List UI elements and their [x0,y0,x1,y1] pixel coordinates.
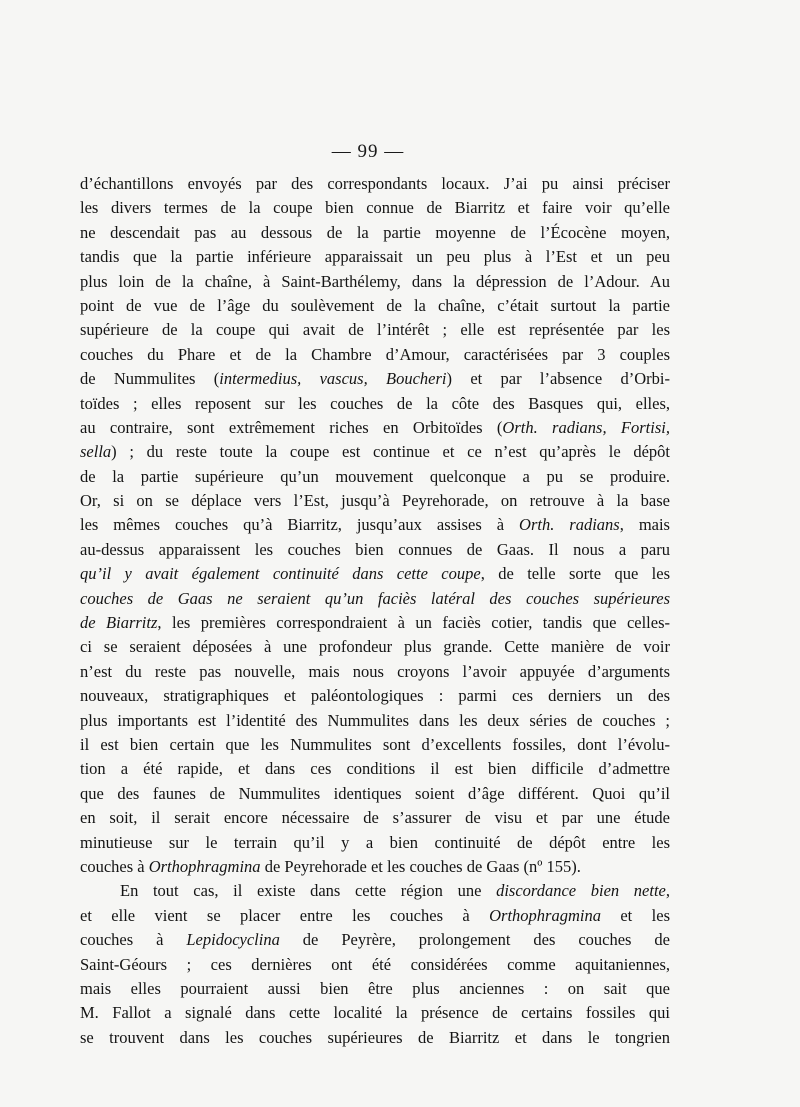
text-run: Or, si on se déplace vers l’Est, jusqu’à Peyrehorade, on retrouve à la base [80,491,670,511]
italic-run: intermedius, vascus, Boucheri [219,369,447,389]
body-text [80,172,670,1050]
italic-run: Orth. radians [519,515,620,535]
text-line [80,367,670,391]
text-line [80,270,670,294]
text-line [80,831,670,855]
text-line [80,538,670,562]
text-run: mais elles pourraient aussi bien être plus anciennes : on sait que [80,978,670,998]
text-run: plus importants est l’identité des Nummulites dans les deux séries de couches ; [80,710,670,730]
text-run: d’échantillons envoyés par des correspondants locaux. J’ai pu ainsi préciser [80,174,670,193]
text-line [80,733,670,757]
text-run: , les premières correspondraient à un faciès cotier, tandis que celles- [157,613,671,633]
text-line [80,855,670,879]
italic-run: Orthophragmina [148,856,261,876]
text-run: tandis que la partie inférieure apparaissait un peu plus à l’Est et un peu [80,247,670,267]
text-line [80,806,670,830]
italic-run: qu’il y avait également continuité dans cette coupe [80,564,481,584]
text-line [80,709,670,733]
text-line [80,513,670,537]
text-line [80,1026,670,1050]
text-line [80,879,670,903]
text-run: point de vue de l’âge du soulèvement de la chaîne, c’était surtout la partie [80,295,670,315]
text-line [80,587,670,611]
text-line [80,635,670,659]
text-line [80,782,670,806]
text-run: de la partie supérieure qu’un mouvement quelconque a pu se produire. [80,466,670,486]
text-line [80,221,670,245]
text-run: ne descendait pas au dessous de la partie moyenne de l’Écocène moyen, [80,222,670,242]
text-line [80,684,670,708]
text-line [80,904,670,928]
italic-run: Orthophragmina [489,905,601,925]
text-run: En tout cas, il existe dans cette région une [120,881,497,901]
text-run: de Peyrehorade et les couches de Gaas (nº 155). [260,856,581,876]
text-line [80,318,670,342]
text-run: se trouvent dans les couches supérieures de Biarritz et dans le tongrien [80,1027,670,1047]
text-run: n’est du reste pas nouvelle, mais nous croyons l’avoir appuyée d’arguments [80,661,670,681]
text-run: que des faunes de Nummulites identiques soient d’âge différent. Quoi qu’il [80,783,670,803]
text-run: , mais [619,515,670,535]
text-line [80,489,670,513]
text-run: il est bien certain que les Nummulites sont d’excellents fossiles, dont l’évolu- [80,734,670,754]
italic-run: sella [80,442,112,462]
italic-run: discordance bien nette [496,881,666,901]
text-line [80,611,670,635]
italic-run: Orth. radians, Fortisi, [502,417,670,437]
text-run: minutieuse sur le terrain qu’il y a bien continuité de dépôt entre les [80,832,670,852]
text-run: supérieure de la coupe qui avait de l’intérêt ; elle est représentée par les [80,320,670,340]
text-line [80,392,670,416]
text-run: couches à [80,856,149,876]
text-run: au-dessus apparaissent les couches bien connues de Gaas. Il nous a paru [80,539,670,559]
italic-run: de Biarritz [80,613,158,633]
text-run: de Peyrère, prolongement des couches de [279,930,670,950]
text-run: nouveaux, stratigraphiques et paléontologiques : parmi ces derniers un des [80,686,670,706]
text-line [80,977,670,1001]
text-run: en soit, il serait encore nécessaire de s’assurer de visu et par une étude [80,808,670,828]
text-line [80,245,670,269]
text-run: couches du Phare et de la Chambre d’Amour, caractérisées par 3 couples [80,344,670,364]
italic-run: couches de Gaas ne seraient qu’un faciès latéral des couches supérieures [80,588,670,608]
text-run: les mêmes couches qu’à Biarritz, jusqu’aux assises à [80,515,520,535]
text-line [80,172,670,196]
text-run: toïdes ; elles reposent sur les couches de la côte des Basques qui, elles, [80,393,670,413]
text-run: de Nummulites ( [80,369,220,389]
text-run: couches à [80,930,187,950]
italic-run: Lepidocyclina [186,930,280,950]
text-run: ci se seraient déposées à une profondeur plus grande. Cette manière de voir [80,637,670,657]
text-run: ) et par l’absence d’Orbi- [446,369,670,389]
text-line [80,928,670,952]
text-line [80,757,670,781]
text-run: les divers termes de la coupe bien connue de Biarritz et faire voir qu’elle [80,198,670,218]
text-line [80,660,670,684]
text-line [80,1001,670,1025]
text-line [80,953,670,977]
text-line [80,294,670,318]
text-run: et les [600,905,670,925]
text-line [80,416,670,440]
text-run: M. Fallot a signalé dans cette localité la présence de certains fossiles qui [80,1003,670,1023]
text-line [80,562,670,586]
text-run: plus loin de la chaîne, à Saint-Barthélemy, dans la dépression de l’Adour. Au [80,271,670,291]
page-number: — 99 — [331,141,405,162]
text-run: Saint-Géours ; ces dernières ont été considérées comme aquitaniennes, [80,954,670,974]
text-run: ) ; du reste toute la coupe est continue et ce n’est qu’après le dépôt [111,442,670,462]
text-line [80,343,670,367]
text-line [80,440,670,464]
text-run: tion a été rapide, et dans ces conditions il est bien difficile d’admettre [80,759,670,779]
text-run: au contraire, sont extrêmement riches en Orbitoïdes ( [80,417,503,437]
text-line [80,196,670,220]
text-run: , [665,881,670,901]
text-run: , de telle sorte que les [480,564,670,584]
text-run: et elle vient se placer entre les couches à [80,905,490,925]
text-line [80,465,670,489]
